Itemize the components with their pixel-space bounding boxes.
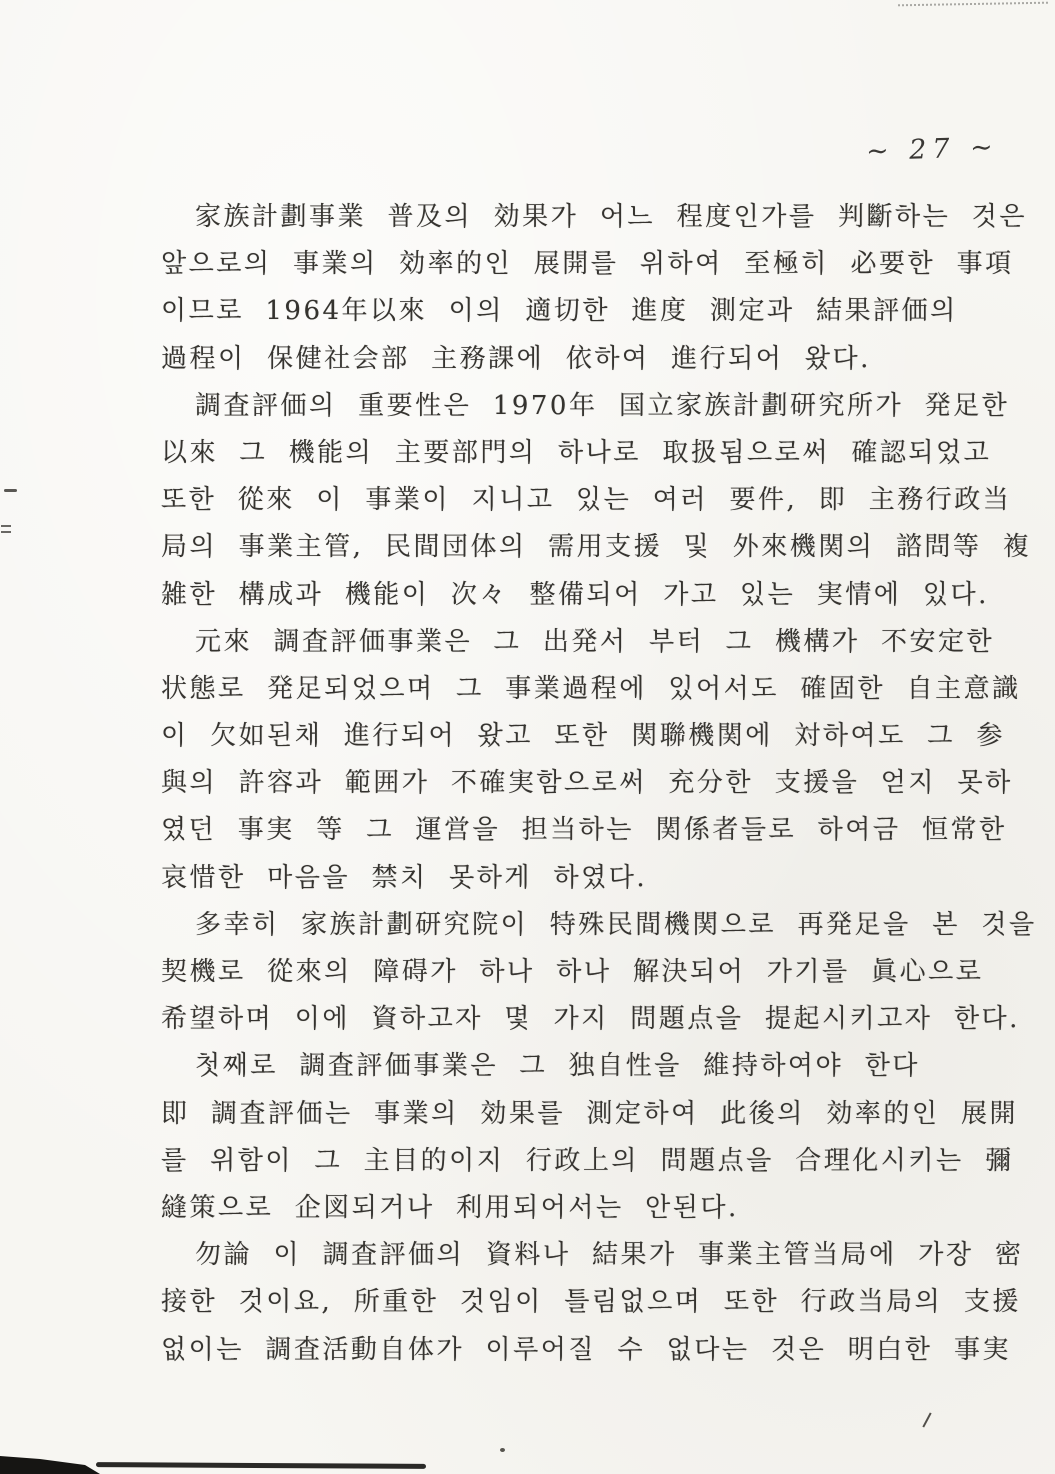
text-line: 過程이 保健社会部 主務課에 依하여 進行되어 왔다.: [161, 343, 871, 374]
text-line: 雑한 構成과 機能이 次々 整備되어 가고 있는 実情에 있다.: [161, 579, 989, 610]
text-line: 또한 從來 이 事業이 지니고 있는 여러 要件, 即 主務行政当: [161, 485, 1012, 516]
text-line: 였던 事実 等 그 運営을 担当하는 関係者들로 하여금 恒常한: [161, 815, 1007, 846]
text-line: 多幸히 家族計劃研究院이 特殊民間機関으로 再発足을 본 것을: [195, 909, 1037, 940]
scan-artifact-margin-mark: [1, 525, 11, 527]
scan-artifact-tick: [922, 1412, 931, 1427]
text-line: 與의 許容과 範囲가 不確実함으로써 充分한 支援을 얻지 못하: [161, 768, 1013, 799]
text-line: 調査評価의 重要性은 1970年 国立家族計劃研究所가 発足한: [195, 390, 1010, 421]
text-line: 없이는 調査活動自体가 이루어질 수 없다는 것은 明白한 事実: [161, 1334, 1011, 1365]
text-line: 家族計劃事業 普及의 効果가 어느 程度인가를 判斷하는 것은: [195, 202, 1027, 232]
text-line: 局의 事業主管, 民間団体의 需用支援 및 外來機関의 諮問等 複: [161, 532, 1032, 563]
text-line: 를 위함이 그 主目的이지 行政上의 問題点을 合理化시키는 彌: [161, 1145, 1014, 1176]
scan-artifact-corner-blot: [0, 1454, 100, 1474]
text-line: 앞으로의 事業의 効率的인 展開를 위하여 至極히 必要한 事項: [161, 249, 1014, 280]
scan-artifact-dotted-edge: [898, 2, 1048, 7]
text-line: 即 調査評価는 事業의 効果를 測定하여 此後의 効率的인 展開: [161, 1098, 1019, 1129]
text-line: 縫策으로 企図되거나 利用되어서는 안된다.: [161, 1192, 739, 1223]
scan-artifact-bottom-line: [96, 1462, 426, 1469]
text-line: 이므로 1964年以來 이의 適切한 進度 測定과 結果評価의: [161, 296, 958, 327]
text-line: 哀惜한 마음을 禁치 못하게 하였다.: [161, 862, 648, 893]
text-line: 以來 그 機能의 主要部門의 하나로 取扱됨으로써 確認되었고: [161, 437, 992, 468]
text-line: 이 欠如된채 進行되어 왔고 또한 関聯機関에 対하여도 그 参: [161, 721, 1005, 752]
text-line: 接한 것이요, 所重한 것임이 틀림없으며 또한 行政当局의 支援: [161, 1287, 1021, 1318]
scan-artifact-speck: [500, 1448, 505, 1452]
text-line: 契機로 從來의 障碍가 하나 하나 解決되어 가기를 眞心으로: [161, 957, 984, 987]
text-line: 希望하며 이에 資하고자 몇 가지 問題点을 提起시키고자 한다.: [161, 1004, 1020, 1035]
scan-artifact-margin-mark: [4, 489, 17, 492]
text-line: 첫째로 調査評価事業은 그 独自性을 維持하여야 한다: [195, 1051, 920, 1082]
text-line: 元來 調査評価事業은 그 出発서 부터 그 機構가 不安定한: [195, 626, 995, 657]
text-line: 状態로 発足되었으며 그 事業過程에 있어서도 確固한 自主意識: [161, 673, 1021, 704]
text-line: 勿論 이 調査評価의 資料나 結果가 事業主管当局에 가장 密: [195, 1240, 1024, 1271]
page-number: ~ 27 ~: [865, 131, 1000, 168]
document-text-block: [161, 194, 1037, 1374]
